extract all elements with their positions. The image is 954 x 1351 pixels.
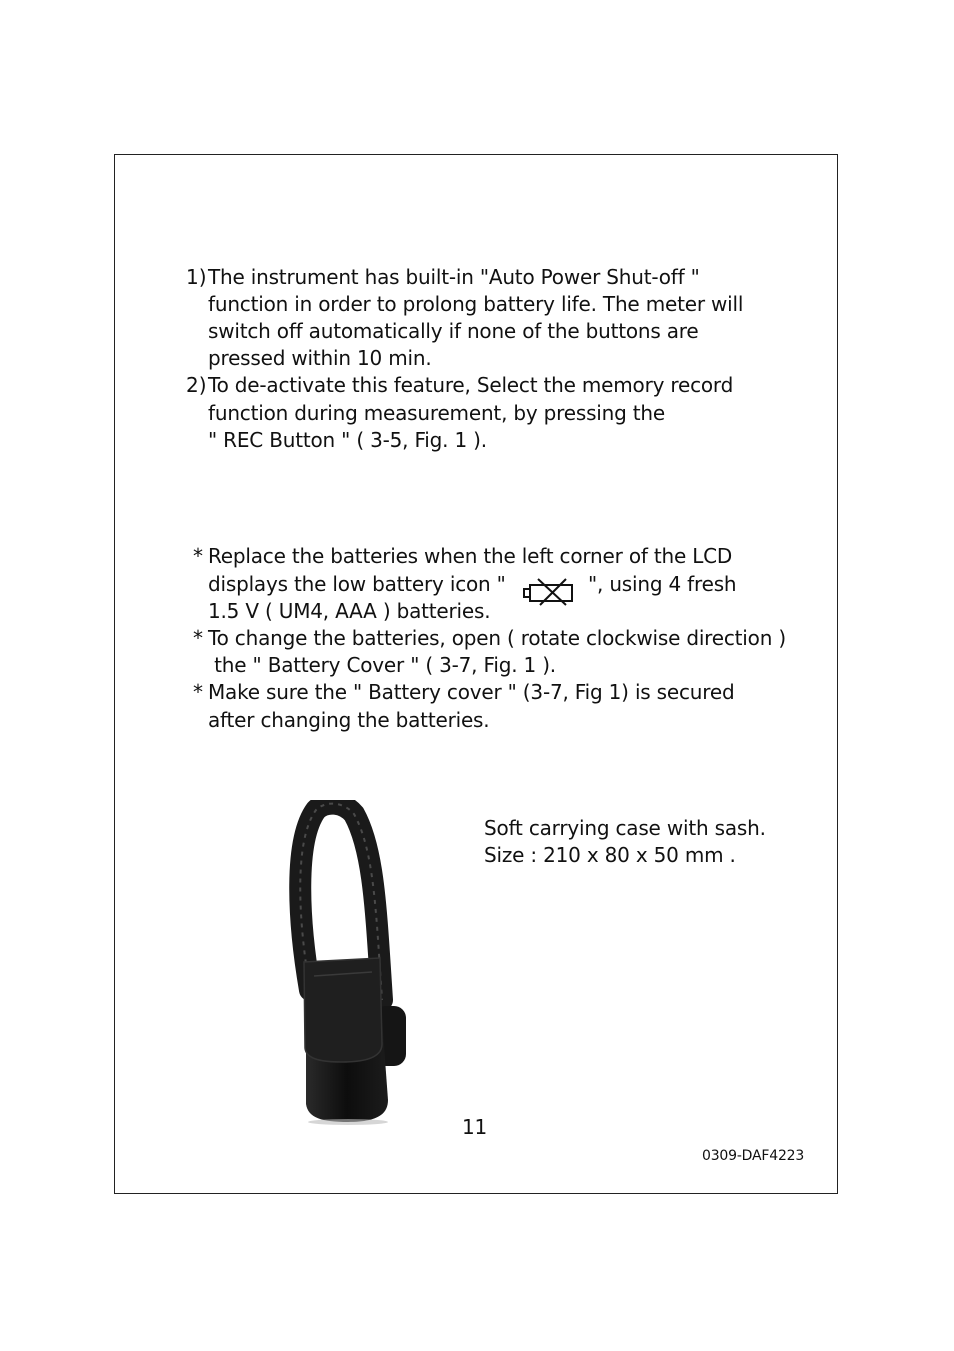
- paragraph-line: displays the low battery icon ": [208, 572, 506, 596]
- bullet-marker: *: [193, 626, 203, 650]
- accessory-description-line: Soft carrying case with sash.: [484, 816, 766, 840]
- item-marker-1: 1): [186, 265, 207, 289]
- accessory-size-line: Size : 210 x 80 x 50 mm .: [484, 843, 736, 867]
- low-battery-icon: [522, 577, 576, 607]
- document-code: 0309-DAF4223: [702, 1148, 805, 1164]
- paragraph-line: To de-activate this feature, Select the memory record: [208, 373, 734, 397]
- paragraph-line: The instrument has built-in "Auto Power Shut-off ": [208, 265, 700, 289]
- paragraph-line: switch off automatically if none of the buttons are: [208, 319, 699, 343]
- paragraph-line: 1.5 V ( UM4, AAA ) batteries.: [208, 599, 491, 623]
- paragraph-line: pressed within 10 min.: [208, 346, 432, 370]
- carrying-case-image: [278, 800, 418, 1126]
- paragraph-line: " REC Button " ( 3-5, Fig. 1 ).: [208, 428, 487, 452]
- paragraph-line: ", using 4 fresh: [588, 572, 737, 596]
- bullet-marker: *: [193, 680, 203, 704]
- bullet-marker: *: [193, 544, 203, 568]
- paragraph-line: Make sure the " Battery cover " (3-7, Fig 1) is secured: [208, 680, 735, 704]
- item-marker-2: 2): [186, 373, 207, 397]
- paragraph-line: function during measurement, by pressing the: [208, 401, 666, 425]
- paragraph-line: after changing the batteries.: [208, 708, 490, 732]
- page-number: 11: [462, 1115, 488, 1139]
- paragraph-line: Replace the batteries when the left corner of the LCD: [208, 544, 733, 568]
- paragraph-line: the " Battery Cover " ( 3-7, Fig. 1 ).: [208, 653, 556, 677]
- paragraph-line: To change the batteries, open ( rotate clockwise direction ): [208, 626, 786, 650]
- paragraph-line: function in order to prolong battery life. The meter will: [208, 292, 744, 316]
